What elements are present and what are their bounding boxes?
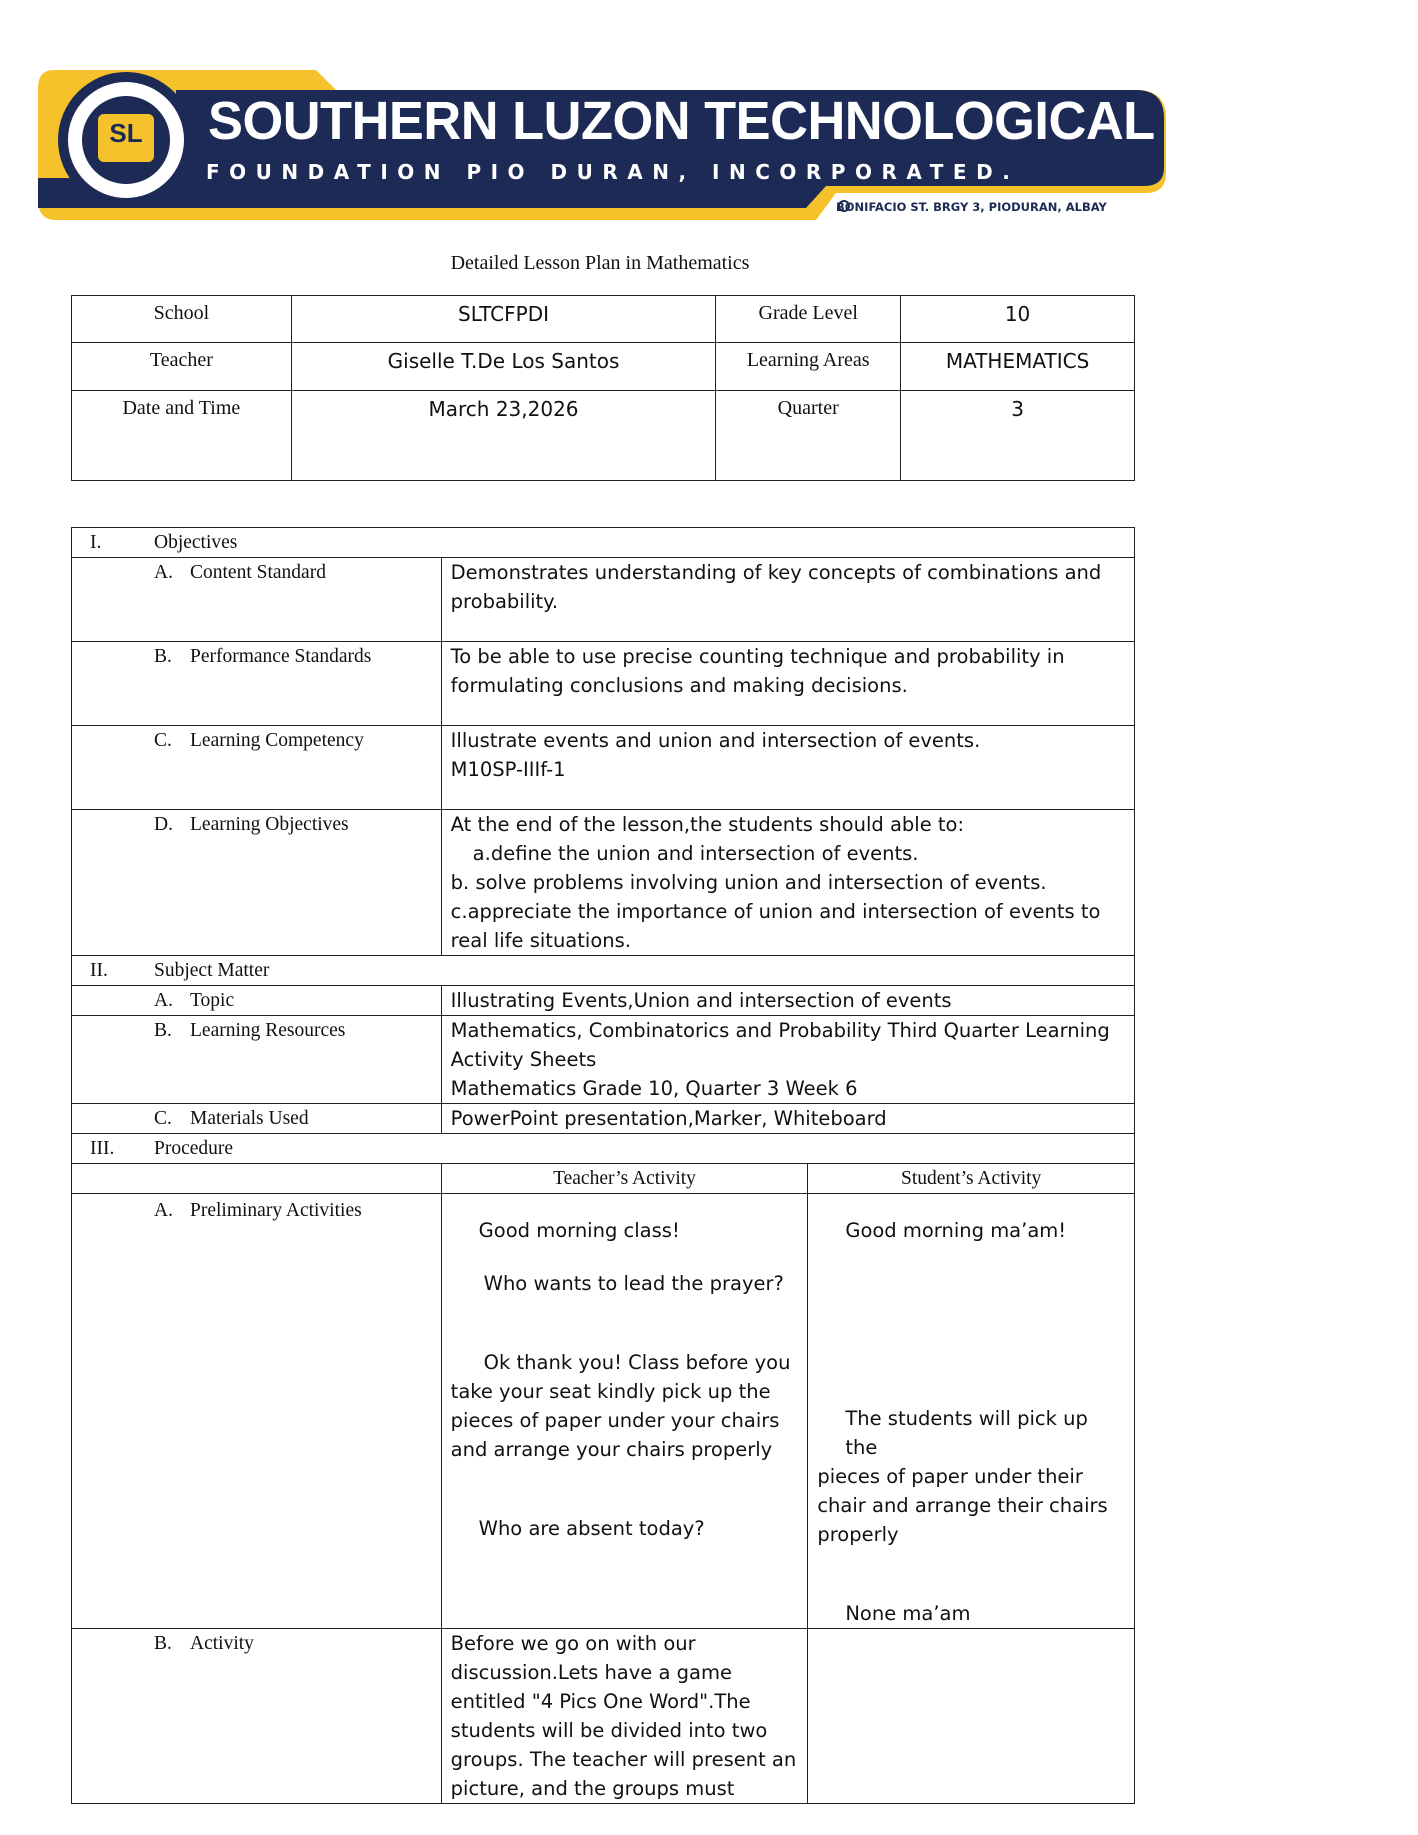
text-line: Illustrating Events,Union and intersection of events bbox=[441, 986, 1134, 1016]
section-procedure bbox=[72, 1134, 1135, 1164]
row-label: Preliminary Activities bbox=[190, 1200, 362, 1221]
row-label: Performance Standards bbox=[190, 646, 372, 667]
row-letter: A. bbox=[154, 1200, 173, 1221]
row-letter: B. bbox=[154, 1633, 172, 1654]
school-name: SOUTHERN LUZON TECHNOLOGICAL COLLEGE bbox=[208, 91, 1418, 151]
activity-line: students will be divided into two bbox=[450, 1719, 768, 1742]
teacher-line: and arrange your chairs properly bbox=[450, 1438, 773, 1461]
text-line: probability. bbox=[450, 590, 559, 613]
row-letter: C. bbox=[154, 730, 172, 751]
row-learning-objectives bbox=[72, 810, 1135, 956]
section-title: Subject Matter bbox=[154, 960, 270, 981]
grade-value: 10 bbox=[901, 296, 1135, 343]
text-line: Demonstrates understanding of key concepts of combinations and bbox=[450, 561, 1102, 584]
section-number: II. bbox=[90, 960, 108, 981]
student-line: The students will pick up the bbox=[845, 1407, 1088, 1459]
row-content-standard bbox=[72, 558, 1135, 642]
logo-initials: SL bbox=[109, 118, 143, 148]
activity-line: entitled "4 Pics One Word".The bbox=[450, 1690, 751, 1713]
teacher-value: Giselle T.De Los Santos bbox=[291, 343, 716, 391]
quarter-value: 3 bbox=[901, 391, 1135, 481]
text-line: Mathematics, Combinatorics and Probability Third Quarter Learning bbox=[450, 1019, 1110, 1042]
row-letter: B. bbox=[154, 1020, 172, 1041]
info-table bbox=[71, 295, 1135, 481]
teacher-label: Teacher bbox=[72, 343, 292, 391]
area-value: MATHEMATICS bbox=[901, 343, 1135, 391]
text-line: Illustrate events and union and intersection of events. bbox=[450, 729, 981, 752]
row-letter: C. bbox=[154, 1108, 172, 1129]
text-line: real life situations. bbox=[450, 929, 631, 952]
activity-line: picture, and the groups must bbox=[450, 1777, 735, 1800]
activity-line: discussion.Lets have a game bbox=[450, 1661, 732, 1684]
text-line: formulating conclusions and making decisions. bbox=[450, 674, 908, 697]
student-line: properly bbox=[817, 1523, 899, 1546]
row-letter: D. bbox=[154, 814, 173, 835]
row-label: Activity bbox=[190, 1633, 254, 1654]
section-number: III. bbox=[90, 1138, 115, 1159]
school-label: School bbox=[72, 296, 292, 343]
school-banner bbox=[36, 68, 1418, 222]
teacher-line: Good morning class! bbox=[478, 1219, 680, 1242]
text-line: b. solve problems involving union and intersection of events. bbox=[450, 871, 1047, 894]
text-line: M10SP-IIIf-1 bbox=[450, 758, 566, 781]
teacher-line: Who wants to lead the prayer? bbox=[483, 1272, 784, 1295]
area-label: Learning Areas bbox=[716, 343, 901, 391]
text-line: PowerPoint presentation,Marker, Whiteboard bbox=[441, 1104, 1134, 1134]
activity-line: groups. The teacher will present an bbox=[450, 1748, 797, 1771]
teacher-line: pieces of paper under your chairs bbox=[450, 1409, 780, 1432]
row-label: Learning Resources bbox=[190, 1020, 346, 1041]
text-line: To be able to use precise counting technique and probability in bbox=[450, 645, 1065, 668]
school-address: BONIFACIO ST. BRGY 3, PIODURAN, ALBAY bbox=[836, 200, 1107, 214]
date-value: March 23,2026 bbox=[291, 391, 716, 481]
row-learning-resources bbox=[72, 1016, 1135, 1104]
section-subject-matter bbox=[72, 956, 1135, 986]
row-label: Topic bbox=[190, 990, 235, 1011]
student-line: pieces of paper under their bbox=[817, 1465, 1083, 1488]
row-activity bbox=[72, 1629, 1135, 1804]
student-line: None ma’am bbox=[845, 1602, 971, 1625]
document-title: Detailed Lesson Plan in Mathematics bbox=[450, 252, 750, 274]
teacher-line: take your seat kindly pick up the bbox=[450, 1380, 771, 1403]
student-line: Good morning ma’am! bbox=[845, 1219, 1067, 1242]
teacher-activity-header: Teacher’s Activity bbox=[441, 1164, 808, 1194]
row-label: Materials Used bbox=[190, 1108, 309, 1129]
row-label: Learning Objectives bbox=[190, 814, 349, 835]
row-preliminary-activities bbox=[72, 1194, 1135, 1629]
row-letter: A. bbox=[154, 562, 173, 583]
text-line: Activity Sheets bbox=[450, 1048, 597, 1071]
school-value: SLTCFPDI bbox=[291, 296, 716, 343]
section-title: Procedure bbox=[154, 1138, 234, 1159]
teacher-line: Ok thank you! Class before you bbox=[483, 1351, 791, 1374]
grade-label: Grade Level bbox=[716, 296, 901, 343]
procedure-header-row bbox=[72, 1164, 1135, 1194]
row-letter: A. bbox=[154, 990, 173, 1011]
quarter-label: Quarter bbox=[716, 391, 901, 481]
student-line: chair and arrange their chairs bbox=[817, 1494, 1108, 1517]
student-activity-header: Student’s Activity bbox=[808, 1164, 1135, 1194]
row-label: Content Standard bbox=[190, 562, 326, 583]
text-line: c.appreciate the importance of union and intersection of events to bbox=[450, 900, 1101, 923]
row-learning-competency bbox=[72, 726, 1135, 810]
row-performance-standards bbox=[72, 642, 1135, 726]
section-objectives bbox=[72, 528, 1135, 558]
date-label: Date and Time bbox=[72, 391, 292, 481]
teacher-line: Who are absent today? bbox=[478, 1517, 705, 1540]
row-label: Learning Competency bbox=[190, 730, 364, 751]
section-number: I. bbox=[90, 532, 102, 553]
text-line: a.define the union and intersection of events. bbox=[472, 842, 919, 865]
activity-line: Before we go on with our bbox=[450, 1632, 696, 1655]
text-line: At the end of the lesson,the students should able to: bbox=[450, 813, 965, 836]
text-line: Mathematics Grade 10, Quarter 3 Week 6 bbox=[450, 1077, 858, 1100]
section-title: Objectives bbox=[154, 532, 238, 553]
row-materials-used bbox=[72, 1104, 1135, 1134]
row-topic bbox=[72, 986, 1135, 1016]
row-letter: B. bbox=[154, 646, 172, 667]
lesson-plan-table bbox=[71, 527, 1135, 1804]
school-subtitle: FOUNDATION PIO DURAN, INCORPORATED. bbox=[206, 160, 1020, 184]
